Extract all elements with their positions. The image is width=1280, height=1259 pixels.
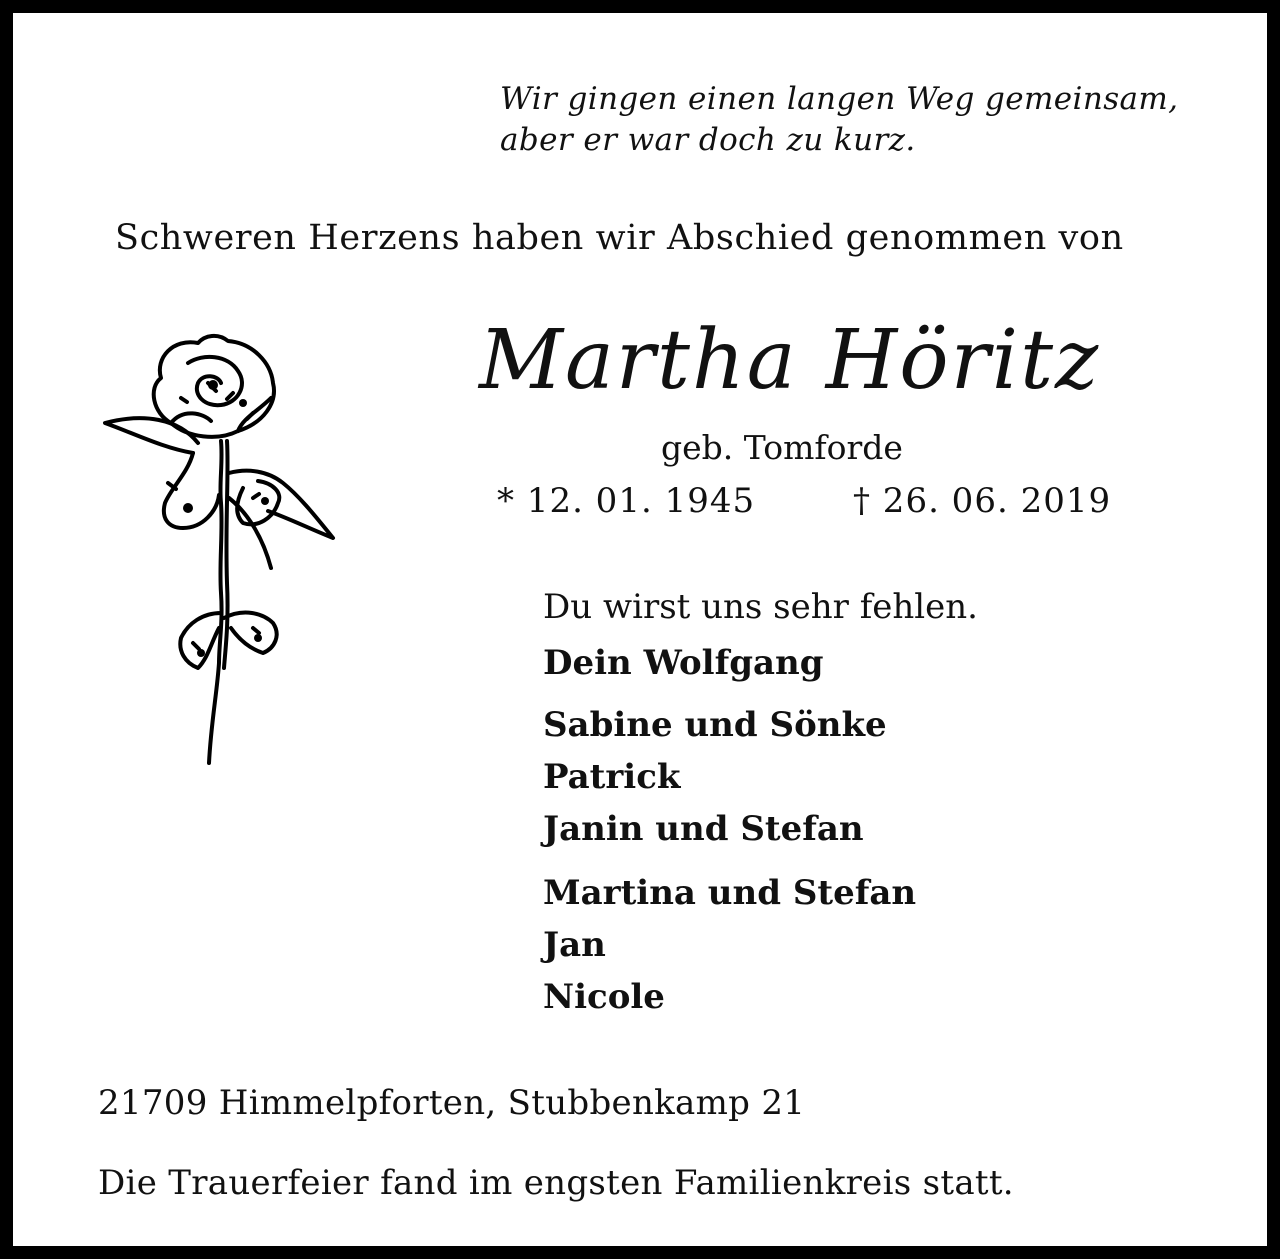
family-member: Sabine und Sönke (543, 705, 887, 745)
death-date: † 26. 06. 2019 (853, 481, 1112, 521)
family-member: Nicole (543, 977, 665, 1017)
deceased-name: Martha Höritz (479, 313, 1101, 408)
address: 21709 Himmelpforten, Stubbenkamp 21 (98, 1083, 806, 1123)
family-member: Jan (543, 925, 606, 965)
quote-line-2: aber er war doch zu kurz. (500, 122, 916, 158)
maiden-name: geb. Tomforde (661, 428, 903, 467)
birth-date: * 12. 01. 1945 (497, 481, 756, 521)
ceremony-note: Die Trauerfeier fand im engsten Familienkreis statt. (98, 1163, 1014, 1203)
quote (500, 79, 1178, 161)
family-member: Dein Wolfgang (543, 643, 824, 683)
intro-text: Schweren Herzens haben wir Abschied genommen von (115, 218, 1124, 258)
family-member: Martina und Stefan (543, 873, 917, 913)
family-member: Janin und Stefan (543, 809, 864, 849)
quote-line-1: Wir gingen einen langen Weg gemeinsam, (500, 81, 1179, 117)
rose-icon (93, 323, 353, 783)
farewell-message: Du wirst uns sehr fehlen. (543, 587, 978, 627)
family-member: Patrick (543, 757, 681, 797)
